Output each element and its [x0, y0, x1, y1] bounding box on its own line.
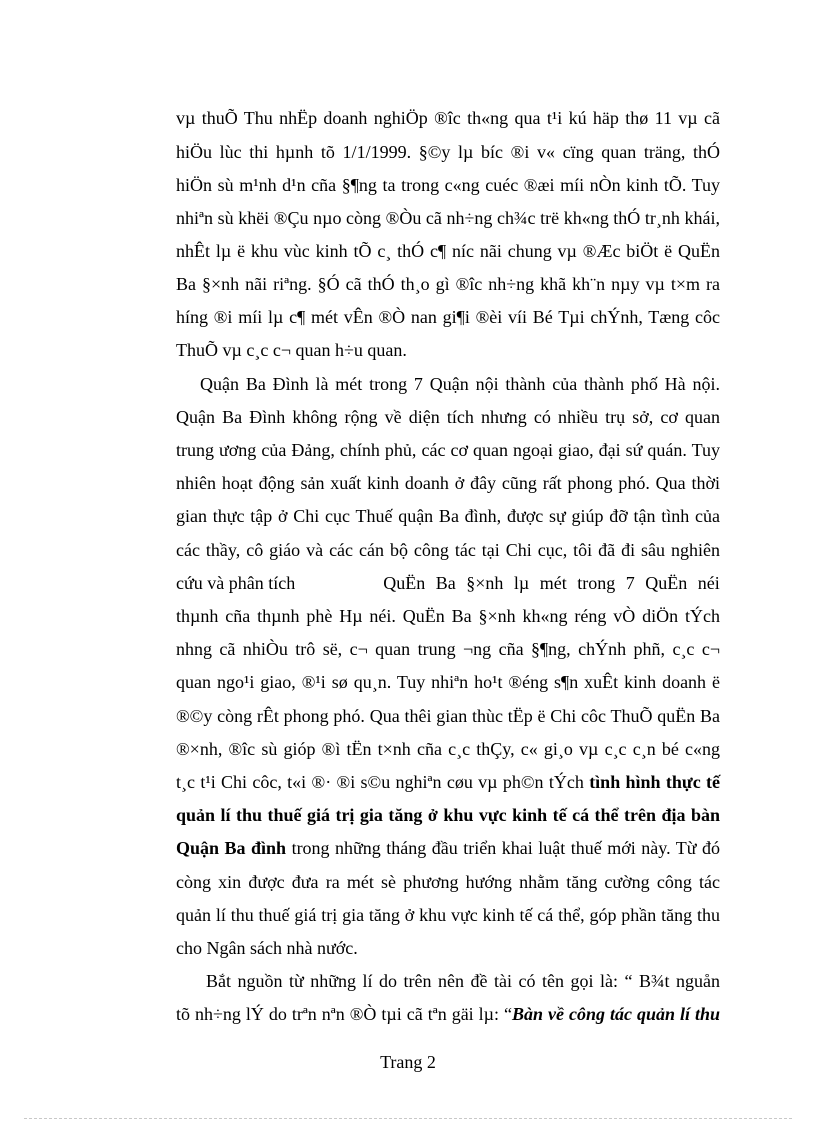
line-segment: cứu và phân tích: [176, 573, 296, 593]
paragraph-2-line-17: quản lí thu thuế giá trị gia tăng ở khu vực kinh tế cá thể, góp phần tăng thu: [176, 905, 720, 925]
bold-italic-segment: Bàn về công tác quản lí thu: [512, 1004, 721, 1024]
paragraph-2-line-7: [176, 573, 720, 593]
paragraph-2-line-10: quan ngo¹i giao, ®¹i sø qu¸n. Tuy nhiªn ho¹t ®éng s¶n xuÊt kinh doanh ë: [176, 672, 720, 692]
paragraph-2-line-1: Quận Ba Đình là mét trong 7 Quận nội thành của thành phố Hà nội.: [200, 374, 720, 394]
paragraph-2-line-3: trung ương của Đảng, chính phủ, các cơ quan ngoại giao, đại sứ quán. Tuy: [176, 440, 720, 460]
bold-segment: Quận Ba đình: [176, 838, 287, 858]
paragraph-3-line-1: Bắt nguồn từ những lí do trên nên đề tài có tên gọi là: “ B¾t nguån: [206, 971, 720, 991]
paragraph-2-line-8: thµnh cña thµnh phè Hµ néi. QuËn Ba §×nh kh«ng réng vÒ diÖn tÝch: [176, 606, 720, 626]
line-segment: QuËn Ba §×nh lµ mét trong 7 QuËn néi: [383, 573, 720, 593]
line-segment: t¸c t¹i Chi côc, t«i ®· ®i s©u nghiªn cøu vµ ph©n tÝch: [176, 772, 584, 792]
paragraph-1-line-1: vµ thuÕ Thu nhËp doanh nghiÖp ®îc th«ng qua t¹i kú häp thø 11 vµ cã: [176, 108, 720, 128]
page-number: Trang 2: [380, 1052, 436, 1072]
paragraph-2-line-11: ®©y còng rÊt phong phó. Qua thêi gian thùc tËp ë Chi côc ThuÕ quËn Ba: [176, 706, 720, 726]
paragraph-2-line-12: ®×nh, ®îc sù gióp ®ì tËn t×nh cña c¸c thÇy, c« gi¸o vµ c¸c c¸n bé c«ng: [176, 739, 720, 759]
line-segment: tõ nh÷ng lÝ do trªn nªn ®Ò tµi cã tªn gäi lµ: “: [176, 1004, 513, 1024]
line-segment: trong những tháng đầu triển khai luật thuế mới này. Từ đó: [291, 838, 720, 858]
paragraph-3-line-2: [176, 1004, 720, 1024]
paragraph-1-line-3: hiÖn sù m¹nh d¹n cña §¶ng ta trong c«ng cuéc ®æi míi nÒn kinh tÕ. Tuy: [176, 175, 720, 195]
paragraph-1-line-5: nhÊt lµ ë khu vùc kinh tÕ c¸ thÓ c¶ níc nãi chung vµ ®Æc biÖt ë QuËn: [176, 241, 720, 261]
paragraph-1-line-8: ThuÕ vµ c¸c c¬ quan h÷u quan.: [176, 340, 407, 360]
bold-segment: quản lí thu thuế giá trị gia tăng ở khu vực kinh tế cá thể trên địa bàn: [176, 805, 720, 825]
paragraph-2-line-9: nhng cã nhiÒu trô së, c¬ quan trung ¬ng cña §¶ng, chÝnh phñ, c¸c c¬: [176, 639, 720, 659]
paragraph-2-line-2: Quận Ba Đình không rộng về diện tích nhưng có nhiều trụ sở, cơ quan: [176, 407, 720, 427]
paragraph-2-line-15: [176, 838, 720, 858]
paragraph-1-line-6: Ba §×nh nãi riªng. §Ó cã thÓ th¸o gì ®îc nh÷ng khã kh¨n nµy vµ t×m ra: [176, 274, 720, 294]
bold-segment: tình hình thực tế: [589, 772, 721, 792]
paragraph-2-line-4: nhiên hoạt động sản xuất kinh doanh ở đây cũng rất phong phó. Qua thời: [176, 473, 720, 493]
page-bottom-divider: [24, 1118, 792, 1119]
paragraph-2-line-16: còng xin được đưa ra mét sè phương hướng nhằm tăng cường công tác: [176, 872, 720, 892]
paragraph-1-line-2: hiÖu lùc thi hµnh tõ 1/1/1999. §©y lµ bíc ®i v« cïng quan träng, thÓ: [176, 142, 720, 162]
paragraph-2-line-6: các thầy, cô giáo và các cán bộ công tác tại Chi cục, tôi đã đi sâu nghiên: [176, 540, 720, 560]
paragraph-2-line-5: gian thực tập ở Chi cục Thuế quận Ba đình, được sự giúp đỡ tận tình của: [176, 506, 720, 526]
paragraph-2-line-14: [176, 805, 720, 825]
paragraph-1-line-4: nhiªn sù khëi ®Çu nµo còng ®Òu cã nh÷ng ch¾c trë kh«ng thÓ tr¸nh khái,: [176, 208, 720, 228]
paragraph-2-line-18: cho Ngân sách nhà nước.: [176, 938, 358, 958]
paragraph-1-line-7: híng ®i míi lµ c¶ mét vÊn ®Ò nan gi¶i ®èi víi Bé Tµi chÝnh, Tæng côc: [176, 307, 720, 327]
paragraph-2-line-13: [176, 772, 720, 792]
